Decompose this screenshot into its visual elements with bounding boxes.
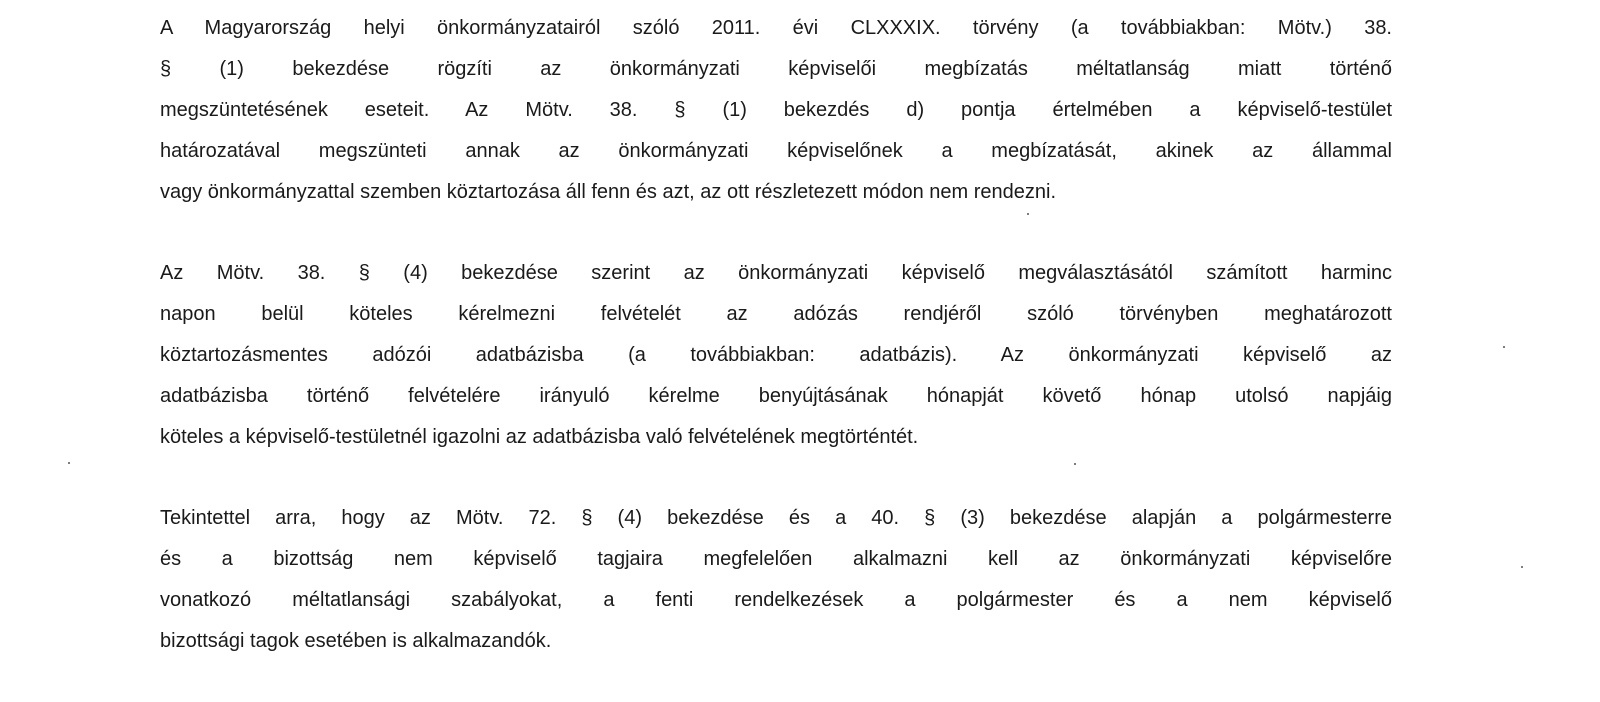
text-line: § (1) bekezdése rögzíti az önkormányzati képviselői megbízatás méltatlanság miatt történő	[160, 58, 1392, 80]
text-line: Tekintettel arra, hogy az Mötv. 72. § (4) bekezdése és a 40. § (3) bekezdése alapján a polgármesterre	[160, 507, 1392, 529]
text-line: vonatkozó méltatlansági szabályokat, a fenti rendelkezések a polgármester és a nem képviselő	[160, 589, 1392, 611]
scan-speck	[1521, 566, 1523, 568]
text-line: Az Mötv. 38. § (4) bekezdése szerint az önkormányzati képviselő megválasztásától számított harminc	[160, 262, 1392, 284]
scan-speck	[1503, 346, 1505, 348]
text-line: és a bizottság nem képviselő tagjaira megfelelően alkalmazni kell az önkormányzati képviselőre	[160, 548, 1392, 570]
text-line: bizottsági tagok esetében is alkalmazandók.	[160, 630, 552, 652]
paragraph-1	[160, 8, 1392, 213]
text-line: köztartozásmentes adózói adatbázisba (a továbbiakban: adatbázis). Az önkormányzati képviselő az	[160, 344, 1392, 366]
scan-speck	[1027, 213, 1029, 215]
text-line: adatbázisba történő felvételére irányuló kérelme benyújtásának hónapját követő hónap utolsó napjáig	[160, 385, 1392, 407]
paragraph-2	[160, 253, 1392, 458]
text-line: megszüntetésének eseteit. Az Mötv. 38. § (1) bekezdés d) pontja értelmében a képviselő-testület	[160, 99, 1392, 121]
scan-speck	[68, 462, 70, 464]
text-line: köteles a képviselő-testületnél igazolni az adatbázisba való felvételének megtörténtét.	[160, 426, 919, 448]
document-page	[160, 8, 1392, 702]
text-line: A Magyarország helyi önkormányzatairól szóló 2011. évi CLXXXIX. törvény (a továbbiakban: Mötv.) 38.	[160, 17, 1392, 39]
text-line: vagy önkormányzattal szemben köztartozása áll fenn és azt, az ott részletezett módon nem rendezni.	[160, 181, 1057, 203]
text-line: napon belül köteles kérelmezni felvételét az adózás rendjéről szóló törvényben meghatározott	[160, 303, 1392, 325]
paragraph-3	[160, 498, 1392, 662]
text-line: határozatával megszünteti annak az önkormányzati képviselőnek a megbízatását, akinek az állammal	[160, 140, 1392, 162]
scan-speck	[1074, 463, 1076, 465]
